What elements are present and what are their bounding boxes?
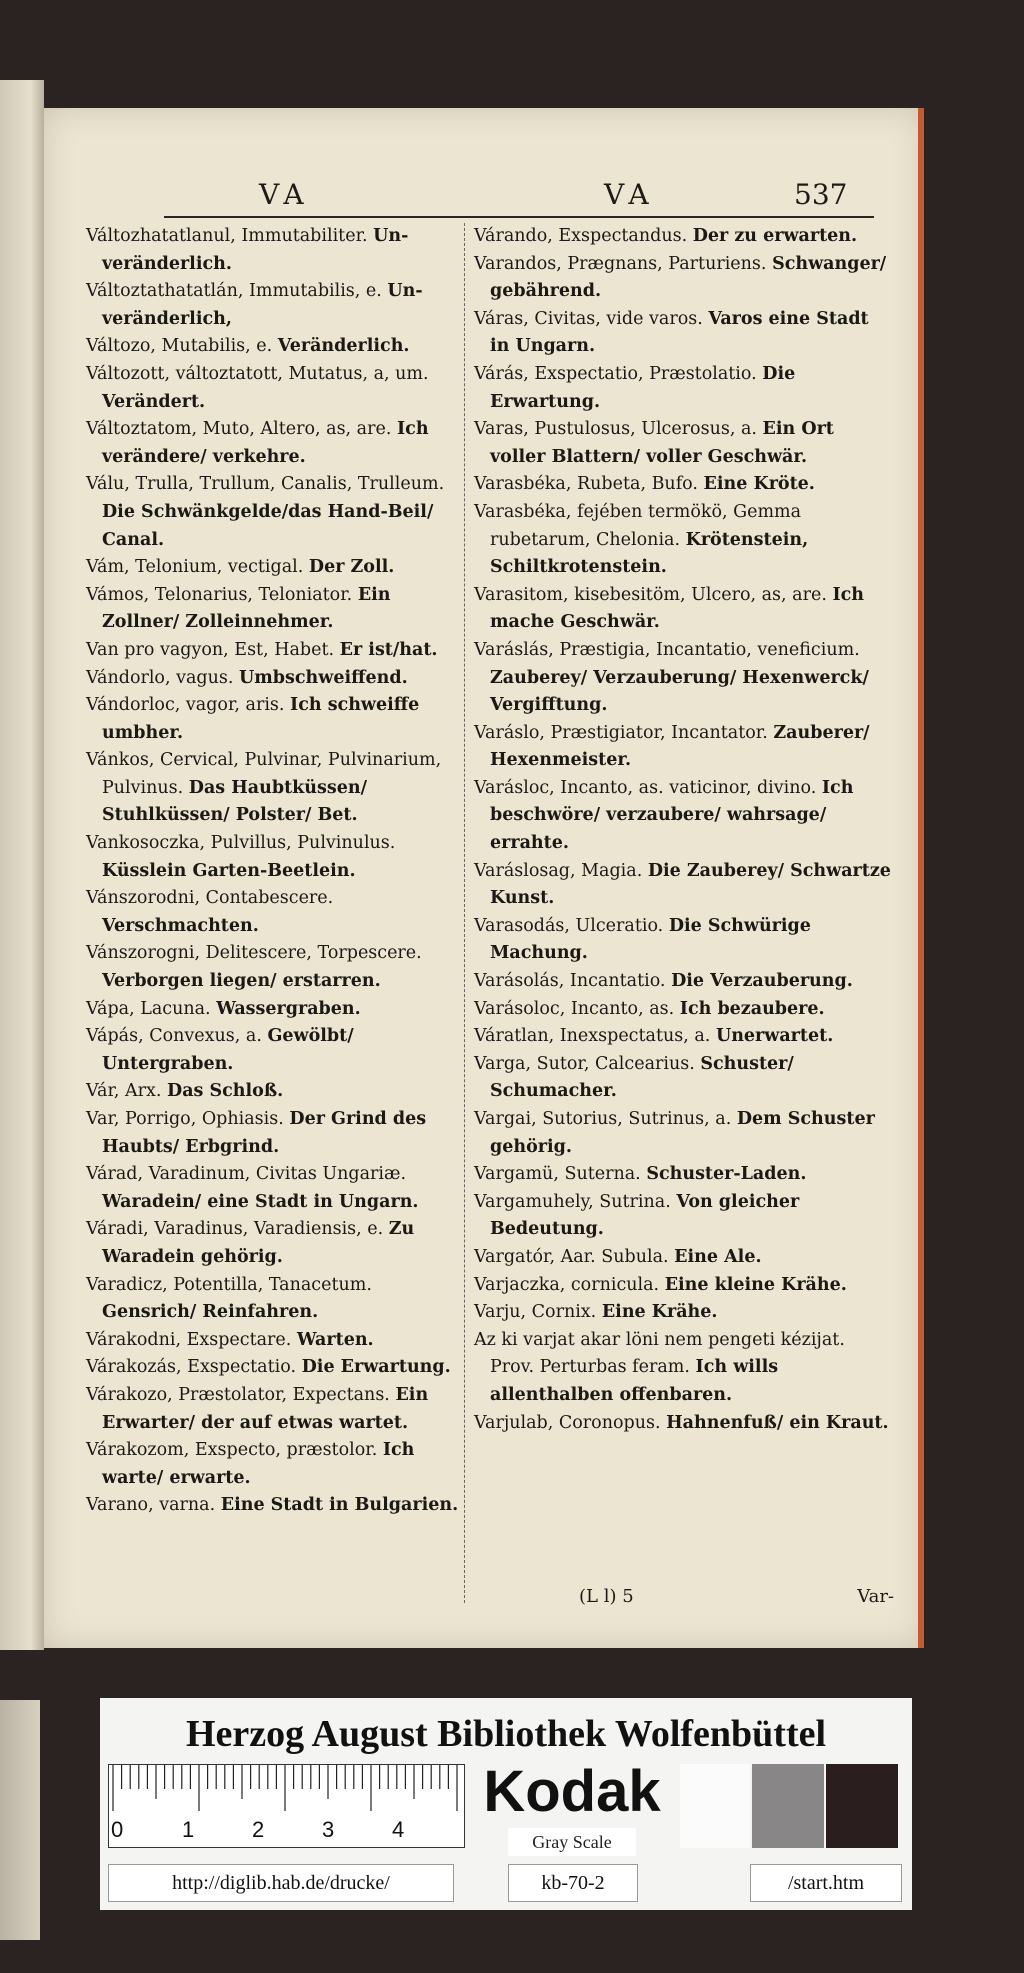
entry-latin: Varáslás, Præstigia, Incantatio, veneficium.: [474, 639, 860, 660]
right-column: [474, 223, 894, 1437]
entry-latin: Változo, Mutabilis, e.: [86, 336, 273, 357]
gray-swatch-dark: [826, 1764, 898, 1848]
dictionary-entry: [86, 582, 466, 637]
entry-german: Ich warte/ erwarte.: [102, 1440, 415, 1488]
entry-latin: Várakozás, Exspectatio.: [86, 1357, 297, 1378]
entry-german: Die Erwartung.: [490, 363, 796, 412]
entry-german: Ich wills allenthalben offenbaren.: [490, 1357, 779, 1405]
dictionary-entry: [474, 1051, 894, 1106]
dictionary-entry: [474, 858, 894, 913]
entry-german: Eine Kröte.: [703, 474, 815, 495]
color-target-card: [100, 1698, 912, 1910]
entry-german: Gensrich/ Reinfahren.: [102, 1302, 319, 1323]
entry-german: Hahnenfuß/ ein Kraut.: [666, 1412, 889, 1433]
header-rule: [164, 216, 874, 218]
dictionary-entry: [86, 1437, 466, 1492]
dictionary-entry: [474, 1161, 894, 1189]
entry-german: Der zu erwarten.: [692, 226, 858, 246]
running-head-right: VA: [604, 178, 655, 211]
ruler-number: 4: [392, 1817, 405, 1842]
book-page: [44, 108, 924, 1648]
dictionary-entry: [86, 830, 466, 885]
gray-scale-label: Gray Scale: [508, 1828, 636, 1856]
entry-latin: Változtatom, Muto, Altero, as, are.: [86, 419, 392, 440]
entry-latin: Varas, Pustulosus, Ulcerosus, a.: [474, 419, 757, 440]
entry-german: Verschmachten.: [102, 915, 259, 936]
dictionary-entry: [474, 1023, 894, 1051]
dictionary-entry: [86, 223, 466, 278]
entry-german: Verändert.: [102, 391, 206, 412]
entry-german: Warten.: [296, 1329, 374, 1350]
entry-latin: Var, Porrigo, Ophiasis.: [86, 1109, 284, 1129]
entry-german: Eine kleine Krähe.: [664, 1274, 847, 1295]
dictionary-entry: [474, 416, 894, 471]
signature-mark: (L l) 5: [579, 1586, 634, 1607]
entry-german: Eine Krähe.: [601, 1302, 718, 1323]
dictionary-entry: [86, 361, 466, 416]
dictionary-entry: [474, 471, 894, 499]
start-link-box: /start.htm: [750, 1864, 902, 1902]
library-title: Herzog August Bibliothek Wolfenbüttel: [185, 1713, 827, 1755]
entry-latin: Varandos, Prægnans, Parturiens.: [474, 253, 767, 274]
entry-latin: Varasitom, kisebesitöm, Ulcero, as, are.: [474, 584, 827, 605]
kodak-logo: Kodak: [483, 1759, 661, 1824]
dictionary-entry: [474, 1244, 894, 1272]
entry-german: Ein Ort voller Blattern/ voller Geschwär.: [490, 419, 834, 467]
entry-german: Un- veränderlich,: [102, 281, 423, 329]
entry-latin: Várakozo, Præstolator, Expectans.: [86, 1384, 390, 1405]
dictionary-entry: [474, 1299, 894, 1327]
entry-latin: Varásloc, Incanto, as. vaticinor, divino.: [474, 777, 817, 798]
entry-german: Gewölbt/ Untergraben.: [102, 1026, 354, 1074]
dictionary-entry: [86, 1382, 466, 1437]
entry-german: Die Zauberey/ Schwartze Kunst.: [490, 860, 891, 909]
entry-latin: Varasbéka, fejében termökö, Gemma rubetarum, Chelonia.: [474, 501, 802, 550]
entry-latin: Varju, Cornix.: [474, 1302, 597, 1323]
entry-latin: Vámos, Telonarius, Teloniator.: [86, 584, 353, 605]
dictionary-entry: [474, 306, 894, 361]
entry-german: Varos eine Stadt in Ungarn.: [490, 308, 869, 357]
entry-german: Schuster/ Schumacher.: [490, 1053, 794, 1102]
entry-latin: Várás, Exspectatio, Præstolatio.: [474, 363, 757, 384]
dictionary-entry: [474, 720, 894, 775]
dictionary-entry: [474, 637, 894, 720]
dictionary-entry: [474, 1327, 894, 1410]
entry-german: Er ist/hat.: [339, 639, 438, 660]
entry-german: Schuster-Laden.: [646, 1164, 807, 1185]
dictionary-entry: [86, 471, 466, 554]
entry-latin: Varasodás, Ulceratio.: [474, 915, 664, 936]
entry-latin: Varáslosag, Magia.: [474, 860, 643, 881]
entry-german: Die Schwürige Machung.: [490, 915, 811, 964]
gray-swatch-white: [680, 1764, 750, 1848]
entry-german: Ich bezaubere.: [679, 998, 825, 1019]
entry-latin: Változott, változtatott, Mutatus, a, um.: [86, 363, 429, 384]
ruler-ticks: [109, 1765, 464, 1815]
dictionary-entry: [86, 1106, 466, 1161]
entry-latin: Vánkos, Cervical, Pulvinar, Pulvinarium, Pulvinus.: [86, 750, 442, 798]
entry-german: Die Erwartung.: [301, 1357, 451, 1378]
entry-german: Waradein/ eine Stadt in Ungarn.: [102, 1191, 419, 1212]
dictionary-entry: [474, 1410, 894, 1438]
dictionary-entry: [474, 1106, 894, 1161]
entry-german: Krötenstein, Schiltkrotenstein.: [490, 529, 809, 578]
entry-latin: Az ki varjat akar löni nem pengeti kézijat. Prov. Perturbas feram.: [474, 1329, 845, 1378]
entry-german: Die Verzauberung.: [671, 971, 853, 992]
ruler-number: 3: [322, 1817, 335, 1842]
entry-latin: Varásolás, Incantatio.: [474, 971, 666, 992]
ruler-scale: [108, 1764, 465, 1848]
entry-german: Das Schloß.: [167, 1081, 284, 1102]
entry-german: Ich beschwöre/ verzaubere/ wahrsage/ errahte.: [490, 777, 854, 854]
entry-german: Dem Schuster gehörig.: [490, 1109, 875, 1157]
entry-latin: Vargatór, Aar. Subula.: [474, 1246, 669, 1267]
dictionary-entry: [474, 1272, 894, 1300]
dictionary-entry: [86, 747, 466, 830]
entry-latin: Változtathatatlán, Immutabilis, e.: [86, 281, 382, 302]
dictionary-entry: [86, 996, 466, 1024]
entry-latin: Vápa, Lacuna.: [86, 998, 211, 1019]
entry-german: Eine Stadt in Bulgarien.: [220, 1495, 459, 1516]
entry-german: Die Schwänkgelde/das Hand-Beil/ Canal.: [102, 501, 434, 550]
entry-latin: Vargai, Sutorius, Sutrinus, a.: [474, 1109, 732, 1129]
dictionary-entry: [474, 223, 894, 251]
entry-german: Der Zoll.: [308, 557, 395, 578]
entry-latin: Váradi, Varadinus, Varadiensis, e.: [86, 1219, 384, 1240]
entry-german: Umbschweiffend.: [239, 667, 408, 688]
entry-german: Ich schweiffe umbher.: [102, 695, 420, 743]
entry-latin: Varasbéka, Rubeta, Bufo.: [474, 474, 698, 495]
dictionary-entry: [474, 913, 894, 968]
entry-german: Zu Waradein gehörig.: [102, 1219, 415, 1267]
entry-latin: Vápás, Convexus, a.: [86, 1026, 262, 1047]
entry-latin: Varano, varna.: [86, 1495, 216, 1516]
entry-latin: Váras, Civitas, vide varos.: [474, 308, 703, 329]
entry-latin: Vám, Telonium, vectigal.: [86, 557, 304, 578]
dictionary-entry: [86, 278, 466, 333]
entry-german: Ich mache Geschwär.: [490, 584, 865, 633]
dictionary-entry: [86, 416, 466, 471]
dictionary-entry: [474, 251, 894, 306]
dictionary-entry: [474, 499, 894, 582]
entry-latin: Vargamü, Suterna.: [474, 1164, 641, 1185]
dictionary-entry: [86, 665, 466, 693]
entry-latin: Váratlan, Inexspectatus, a.: [474, 1026, 711, 1047]
ruler-number: 0: [111, 1817, 124, 1842]
entry-german: Das Haubtküssen/ Stuhlküssen/ Polster/ Bet.: [102, 777, 367, 826]
dictionary-entry: [86, 1216, 466, 1271]
entry-german: Wassergraben.: [216, 998, 361, 1019]
dictionary-entry: [474, 1189, 894, 1244]
dictionary-entry: [474, 582, 894, 637]
entry-german: Eine Ale.: [674, 1246, 762, 1267]
dictionary-entry: [86, 1023, 466, 1078]
url-box: http://diglib.hab.de/drucke/: [108, 1864, 454, 1902]
dictionary-entry: [86, 1354, 466, 1382]
page-footer: [534, 1586, 894, 1616]
entry-german: Von gleicher Bedeutung.: [490, 1191, 800, 1240]
dictionary-entry: [86, 333, 466, 361]
entry-latin: Varga, Sutor, Calcearius.: [474, 1053, 695, 1074]
dictionary-entry: [474, 968, 894, 996]
entry-latin: Vándorloc, vagor, aris.: [86, 695, 285, 716]
entry-latin: Varjulab, Coronopus.: [474, 1412, 661, 1433]
dictionary-entry: [86, 554, 466, 582]
entry-latin: Várakozom, Exspecto, præstolor.: [86, 1440, 378, 1461]
entry-latin: Változhatatlanul, Immutabiliter.: [86, 226, 368, 246]
dictionary-entry: [86, 1078, 466, 1106]
dictionary-entry: [474, 775, 894, 858]
dictionary-entry: [474, 361, 894, 416]
entry-latin: Vánszorogni, Delitescere, Torpescere.: [86, 943, 422, 964]
entry-latin: Várakodni, Exspectare.: [86, 1329, 292, 1350]
entry-german: Un- veränderlich.: [102, 226, 409, 274]
running-head: [204, 178, 848, 218]
dictionary-entry: [474, 996, 894, 1024]
entry-latin: Vargamuhely, Sutrina.: [474, 1191, 671, 1212]
catchword: Var-: [857, 1586, 894, 1607]
entry-german: Veränderlich.: [277, 336, 410, 357]
entry-german: Küsslein Garten-Beetlein.: [102, 860, 356, 881]
entry-german: Verborgen liegen/ erstarren.: [102, 971, 381, 992]
ruler-number: 2: [252, 1817, 265, 1842]
entry-german: Der Grind des Haubts/ Erbgrind.: [102, 1109, 427, 1157]
dictionary-entry: [86, 637, 466, 665]
dictionary-entry: [86, 885, 466, 940]
entry-latin: Válu, Trulla, Trullum, Canalis, Trulleum.: [86, 474, 445, 495]
running-head-left: VA: [259, 178, 310, 211]
ruler-number: 1: [182, 1817, 195, 1842]
entry-german: Ich verändere/ verkehre.: [102, 419, 429, 467]
entry-latin: Varásoloc, Incanto, as.: [474, 998, 675, 1019]
dictionary-entry: [86, 940, 466, 995]
entry-german: Zauberey/ Verzauberung/ Hexenwerck/ Vergifftung.: [490, 667, 869, 716]
gray-swatch-mid: [752, 1764, 824, 1848]
entry-latin: Varjaczka, cornicula.: [474, 1274, 660, 1295]
dictionary-entry: [86, 1492, 466, 1520]
entry-german: Unerwartet.: [715, 1026, 834, 1047]
dictionary-entry: [86, 1161, 466, 1216]
entry-latin: Várando, Exspectandus.: [474, 226, 688, 246]
dictionary-entry: [86, 1327, 466, 1355]
entry-latin: Varadicz, Potentilla, Tanacetum.: [86, 1274, 372, 1295]
adjacent-page-edge: [0, 80, 44, 1650]
dictionary-entry: [86, 1272, 466, 1327]
entry-latin: Van pro vagyon, Est, Habet.: [86, 639, 335, 660]
entry-german: Schwanger/ gebährend.: [490, 253, 887, 302]
entry-latin: Vándorlo, vagus.: [86, 667, 234, 688]
page-number: 537: [794, 178, 848, 211]
code-box: kb-70-2: [508, 1864, 638, 1902]
entry-german: Ein Erwarter/ der auf etwas wartet.: [102, 1384, 429, 1433]
entry-latin: Vánszorodni, Contabescere.: [86, 888, 334, 909]
entry-german: Ein Zollner/ Zolleinnehmer.: [102, 584, 391, 633]
entry-latin: Várad, Varadinum, Civitas Ungariæ.: [86, 1164, 407, 1185]
entry-german: Zauberer/ Hexenmeister.: [490, 722, 870, 771]
entry-latin: Vankosoczka, Pulvillus, Pulvinulus.: [86, 833, 396, 854]
dictionary-entry: [86, 692, 466, 747]
adjacent-page-edge-lower: [0, 1700, 40, 1940]
entry-latin: Vár, Arx.: [86, 1081, 162, 1102]
entry-latin: Varáslo, Præstigiator, Incantator.: [474, 722, 768, 743]
left-column: [86, 223, 466, 1520]
